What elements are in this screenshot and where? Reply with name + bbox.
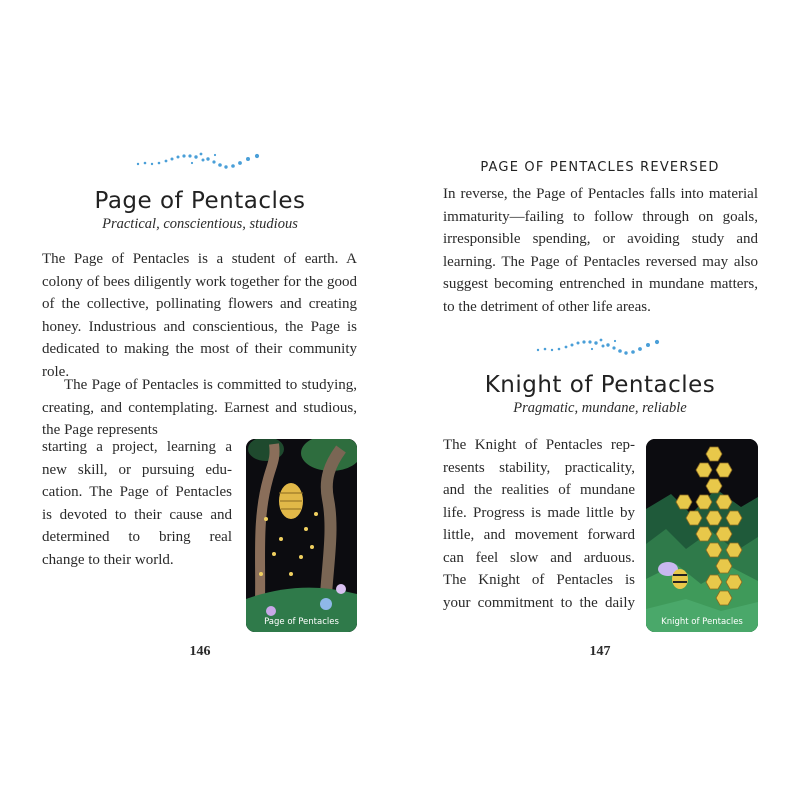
page-of-pentacles-card <box>246 439 357 632</box>
page-reversed-heading: PAGE OF PENTACLES REVERSED <box>480 160 720 175</box>
wrap-line: new skill, or pursuing edu- <box>42 461 232 478</box>
wrap-line: your commitment to the daily <box>443 594 635 611</box>
knight-card-label: Knight of Pentacles <box>661 617 743 627</box>
knight-of-pentacles-subtitle: Pragmatic, mundane, reliable <box>513 400 687 416</box>
wrap-line: The Knight of Pentacles rep- <box>443 437 635 453</box>
page-of-pentacles-title: Page of Pentacles <box>94 188 306 214</box>
dotted-wave-ornament <box>135 150 265 174</box>
left-page-number: 146 <box>189 644 211 659</box>
wrap-line: life. Progress is made little by <box>443 504 635 521</box>
page-of-pentacles-subtitle: Practical, conscientious, studious <box>102 216 298 232</box>
wrap-line: The Knight of Pentacles is <box>443 572 635 588</box>
wrap-line: and the realities of mundane <box>443 482 635 498</box>
knight-paragraph <box>443 434 635 614</box>
wrap-line: resents stability, practicality, <box>443 459 635 476</box>
wrap-line: change to their world. <box>42 551 174 568</box>
right-page-number: 147 <box>589 644 611 659</box>
right-page <box>400 0 800 800</box>
wrap-line: can feel slow and arduous. <box>443 549 635 566</box>
wrap-line: little, and movement forward <box>443 527 635 543</box>
page-paragraph-2-wrap <box>42 436 232 571</box>
page-card-label: Page of Pentacles <box>264 617 339 627</box>
page-reversed-paragraph: In reverse, the Page of Pentacles falls into material immaturity—failing to follow through on goals, irresponsible spending, or avoiding study and learning. The Page of Pentacles reversed may also suggest becoming entrenched in mundane matters, to the detriment of other life areas. <box>443 186 758 315</box>
page-paragraph-2: The Page of Pentacles is committed to studying, creating, and contemplating. Earnest and studious, the Page represents <box>42 377 357 438</box>
wrap-line: is devoted to their cause and <box>42 506 232 523</box>
knight-of-pentacles-card <box>646 439 758 632</box>
dotted-wave-ornament <box>535 336 665 360</box>
wrap-line: determined to bring real <box>42 529 232 545</box>
wrap-line: cation. The Page of Pentacles <box>42 484 232 500</box>
knight-of-pentacles-title: Knight of Pentacles <box>484 372 716 398</box>
page-paragraph-1: The Page of Pentacles is a student of earth. A colony of bees diligently work together for the good of the collective, pollinating flowers and creating honey. Industrious and conscientious, the Page is dedicated to making the most of their community role. <box>42 251 357 380</box>
wrap-line: starting a project, learning a <box>42 439 232 455</box>
